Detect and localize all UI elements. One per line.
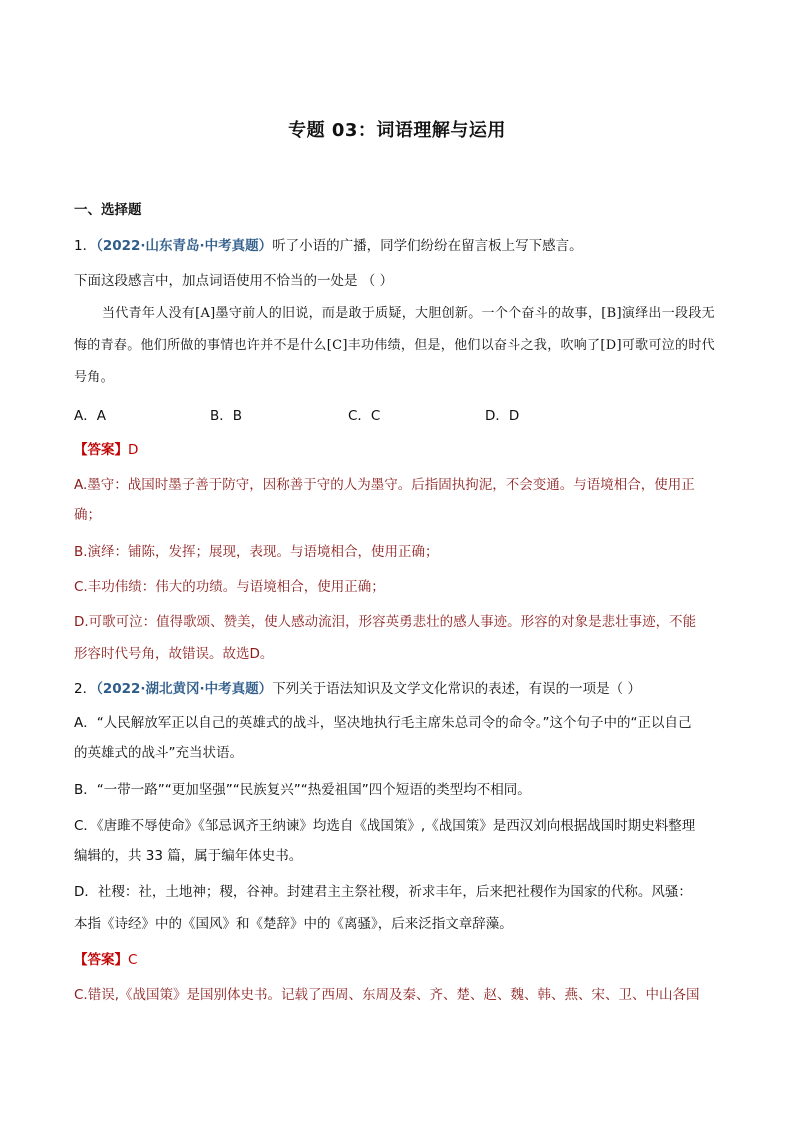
- question-2-answer: [74, 950, 137, 970]
- question-2-stem: 下列关于语法知识及文学文化常识的表述，有误的一项是（ ）: [272, 681, 641, 697]
- question-2-option-line: A．“人民解放军正以自己的英雄式的战斗，坚决地执行毛主席朱总司令的命令。”这个句子中的“正以自己: [74, 715, 692, 731]
- question-2-number: 2．: [74, 681, 97, 697]
- question-1-source: （2022·山东青岛·中考真题）: [96, 238, 273, 254]
- question-1-option-b: B．B: [210, 408, 243, 424]
- question-2-option-line: B．“一带一路”“更加坚强”“民族复兴”“热爱祖国”四个短语的类型均不相同。: [74, 782, 531, 798]
- question-2-header: [74, 679, 641, 699]
- explanation-line: B.演绎：铺陈，发挥；展现，表现。与语境相合，使用正确；: [74, 544, 439, 560]
- question-2-option-line: 的英雄式的战斗”充当状语。: [74, 745, 243, 761]
- answer-label: 【答案】: [74, 442, 128, 458]
- question-2-option-line: 编辑的，共 33 篇，属于编年体史书。: [74, 848, 303, 864]
- question-2-option-line: D．社稷：社，土地神；稷，谷神。封建君主主祭社稷，祈求丰年，后来把社稷作为国家的代称。风骚：: [74, 884, 692, 900]
- question-2-option-line: C．《唐雎不辱使命》《邹忌讽齐王纳谏》均选自《战国策》,《战国策》是西汉刘向根据战国时期史料整理: [74, 818, 696, 834]
- question-1-option-c: C．C: [348, 408, 381, 424]
- question-2-source: （2022·湖北黄冈·中考真题）: [96, 681, 273, 697]
- explanation-line: A.墨守：战国时墨子善于防守，因称善于守的人为墨守。后指固执拘泥，不会变通。与语境相合，使用正: [74, 477, 695, 493]
- answer-value: D: [128, 442, 139, 458]
- answer-label: 【答案】: [74, 952, 128, 968]
- question-1-answer: [74, 440, 138, 460]
- section-heading: 一、选择题: [74, 202, 142, 218]
- question-1-number: 1．: [74, 238, 97, 254]
- explanation-line: C.丰功伟绩：伟大的功绩。与语境相合，使用正确；: [74, 579, 385, 595]
- answer-value: C: [128, 952, 138, 968]
- explanation-line: 确；: [74, 507, 101, 523]
- explanation-line: C.错误,《战国策》是国别体史书。记载了西周、东周及秦、齐、楚、赵、魏、韩、燕、宋、卫、中山各国: [74, 987, 700, 1003]
- question-1-option-a: A．A: [74, 408, 106, 424]
- question-1-prompt: 下面这段感言中，加点词语使用不恰当的一处是 （ ）: [74, 273, 394, 289]
- question-2-option-line: 本指《诗经》中的《国风》和《楚辞》中的《离骚》，后来泛指文章辞藻。: [74, 916, 513, 932]
- explanation-line: 形容时代号角，故错误。故选D。: [74, 646, 274, 662]
- page-title: 专题 03：词语理解与运用: [288, 120, 506, 141]
- question-1-header: [74, 236, 583, 256]
- question-1-option-d: D．D: [485, 408, 520, 424]
- question-1-stem: 听了小语的广播，同学们纷纷在留言板上写下感言。: [272, 238, 583, 254]
- explanation-line: D.可歌可泣：值得歌颂、赞美，使人感动流泪，形容英勇悲壮的感人事迹。形容的对象是悲壮事迹，不能: [74, 614, 697, 630]
- question-1-passage: 当代青年人没有[A]墨守前人的旧说，而是敢于质疑，大胆创新。一个个奋斗的故事，[B]演绎出一段段无悔的青春。他们所做的事情也许并不是什么[C]丰功伟绩，但是，他们以奋斗之我，吹响了[D]可歌可泣的时代号角。: [74, 306, 715, 385]
